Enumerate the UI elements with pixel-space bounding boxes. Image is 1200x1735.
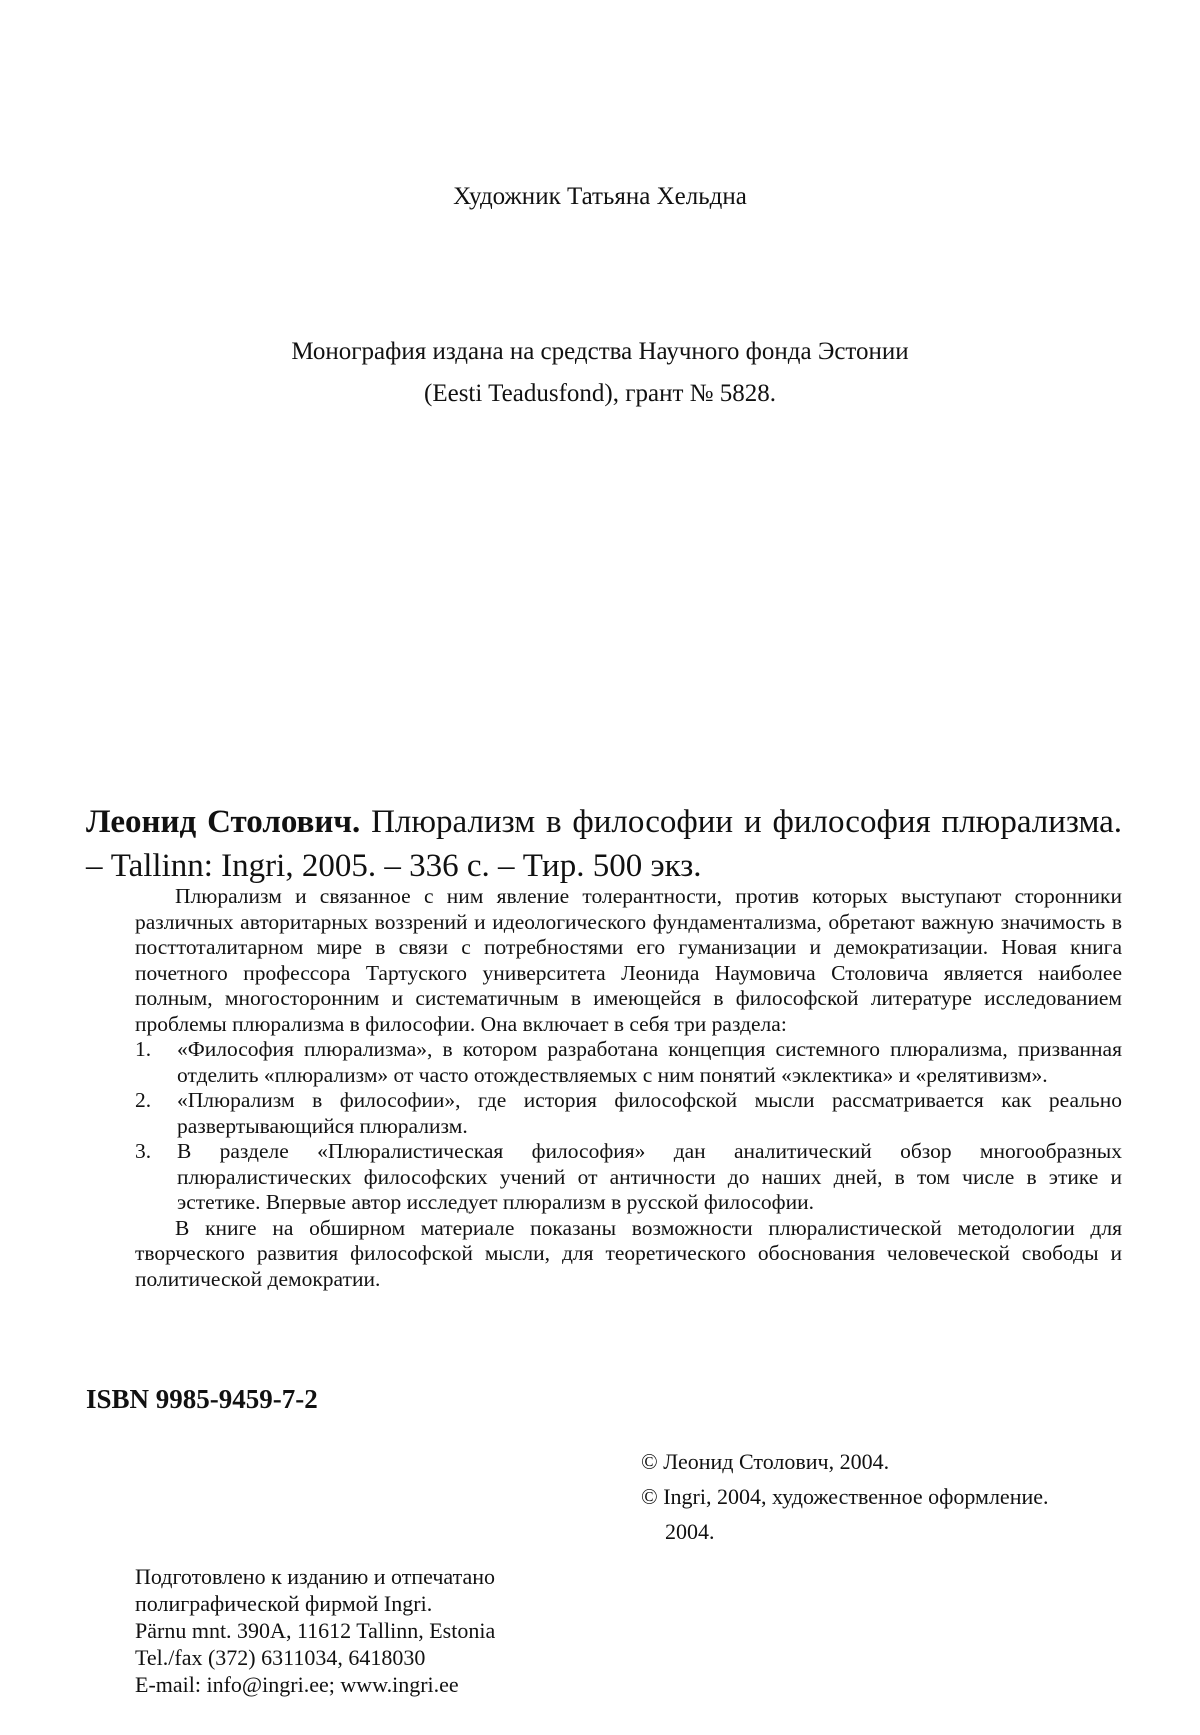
abstract xyxy=(135,884,1122,1292)
printer-info xyxy=(135,1563,495,1698)
copyright-line-3: 2004. xyxy=(665,1519,715,1544)
copyright-line-2: © Ingri, 2004, художественное оформление. xyxy=(641,1484,1049,1509)
list-item-number: 2. xyxy=(135,1088,152,1112)
list-item xyxy=(135,1037,1122,1088)
artist-credit: Художник Татьяна Хельдна xyxy=(453,183,747,210)
list-item-text: «Философия плюрализма», в котором разработана концепция системного плюрализма, призванная отделить «плюрализм» от часто отождествляемых с ним понятий «эклектика» и «релятивизм». xyxy=(177,1037,1122,1087)
funding-line-1: Монография издана на средства Научного фонда Эстонии xyxy=(291,338,909,365)
author-name: Леонид Столович. xyxy=(86,804,361,840)
printer-contact: E-mail: info@ingri.ee; www.ingri.ee xyxy=(135,1672,459,1697)
copyright-notice xyxy=(641,1444,1049,1549)
list-item-number: 3. xyxy=(135,1139,152,1163)
sections-list xyxy=(135,1037,1122,1216)
list-item-text: «Плюрализм в философии», где история философской мысли рассматривается как реально развертывающийся плюрализм. xyxy=(177,1088,1122,1138)
printer-phone: Tel./fax (372) 6311034, 6418030 xyxy=(135,1645,426,1670)
list-item-number: 1. xyxy=(135,1037,152,1061)
abstract-closing: В книге на обширном материале показаны возможности плюралистической методологии для творческого развития философской мысли, для теоретического обоснования человеческой свободы и политической демократии. xyxy=(135,1215,1122,1291)
list-item xyxy=(135,1088,1122,1139)
list-item-text: В разделе «Плюралистическая философия» дан аналитический обзор многообразных плюралистических философских учений от античности до наших дней, в том числе в этике и эстетике. Впервые автор исследует плюрализм в русской философии. xyxy=(177,1139,1122,1214)
copyright-line-1: © Леонид Столович, 2004. xyxy=(641,1449,890,1474)
bibliographic-record xyxy=(86,800,1122,888)
isbn: ISBN 9985-9459-7-2 xyxy=(86,1384,318,1414)
abstract-intro: Плюрализм и связанное с ним явление толерантности, против которых выступают сторонники различных авторитарных воззрений и идеологического фундаментализма, обретают важную значимость в посттоталитарном мире в связи с потребностями его гуманизации и демократизации. Новая книга почетного профессора Тартуского университета Леонида Наумовича Столовича является наиболее полным, многосторонним и систематичным в имеющейся в философской литературе исследованием проблемы плюрализма в философии. Она включает в себя три раздела: xyxy=(135,884,1122,1036)
book-title-imprint: Плюрализм в философии и философия плюрализма. – Tallinn: Ingri, 2005. – 336 с. – Тир. 500 экз. xyxy=(86,804,1123,884)
printer-line-2: полиграфической фирмой Ingri. xyxy=(135,1591,433,1616)
printer-line-1: Подготовлено к изданию и отпечатано xyxy=(135,1564,496,1589)
funding-line-2: (Eesti Teadusfond), грант № 5828. xyxy=(424,380,776,407)
list-item xyxy=(135,1139,1122,1216)
funding-note xyxy=(0,331,1200,415)
printer-address: Pärnu mnt. 390A, 11612 Tallinn, Estonia xyxy=(135,1618,496,1643)
